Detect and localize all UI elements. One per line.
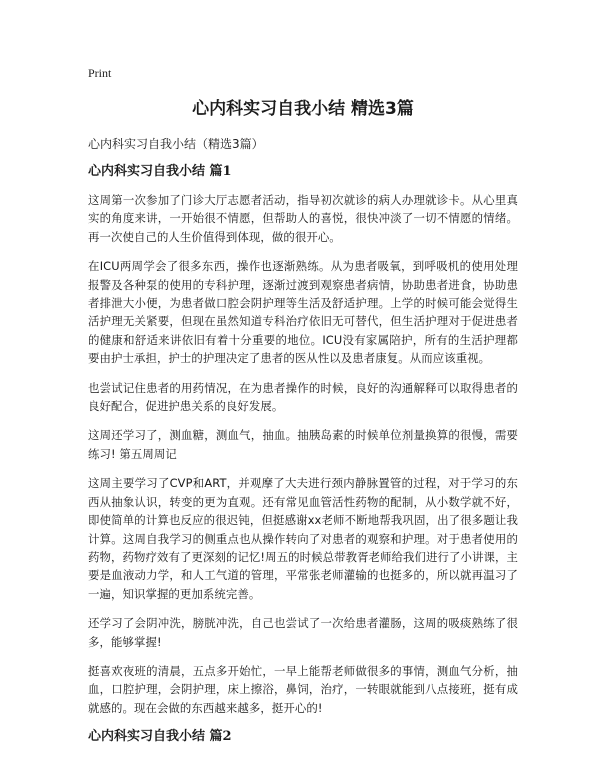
section-heading-2: 心内科实习自我小结 篇2 [88, 729, 232, 745]
paragraph: 挺喜欢夜班的清晨，五点多开始忙，一早上能帮老师做很多的事情，测血气分析，抽血，口腔护理，会阴护理，床上擦浴，鼻饲，治疗，一转眼就能到八点接班，挺有成就感的。现在会做的东西越来越多，挺开心的! [88, 663, 518, 715]
section-heading-1: 心内科实习自我小结 篇1 [88, 164, 232, 179]
document-subtitle: 心内科实习自我小结（精选3篇） [88, 137, 264, 151]
print-link[interactable]: Print [88, 66, 112, 80]
document-title: 心内科实习自我小结 精选3篇 [192, 99, 414, 119]
paragraph: 在ICU两周学会了很多东西，操作也逐渐熟练。从为患者吸氧，到呼吸机的使用处理报警及各种泵的使用的专科护理，逐渐过渡到观察患者病情，协助患者进食，协助患者排泄大小便，为患者做口腔会阴护理等生活及舒适护理。上学的时候可能会觉得生活护理无关紧要，但现在虽然知道专科治疗依旧无可替代，但生活护理对于促进患者的健康和舒适来讲依旧有着十分重要的地位。ICU没有家属陪护，所有的生活护理都要由护士承担，护士的护理决定了患者的医从性以及患者康复。从而应该重视。 [88, 259, 518, 366]
paragraph: 这周主要学习了CVP和ART，并观摩了大夫进行颈内静脉置管的过程，对于学习的东西从抽象认识，转变的更为直观。还有常见血管活性药物的配制，从小数学就不好，即使简单的计算也反应的很迟钝，但挺感谢xx老师不断地帮我巩固，出了很多题让我计算。这周自我学习的侧重点也从操作转向了对患者的观察和护理。对于患者使用的药物，药物疗效有了更深刻的记忆!周五的时候总带教胥老师给我们进行了小讲课，主要是血液动力学，和人工气道的管理，平常张老师灌输的也挺多的，所以就再温习了一遍，知识掌握的更加系统完善。 [88, 476, 518, 601]
document-page [88, 66, 518, 756]
paragraph: 还学习了会阴冲洗，膀胱冲洗，自己也尝试了一次给患者灌肠，这周的吸痰熟练了很多，能够掌握! [88, 616, 518, 649]
paragraph: 这周还学习了，测血糖，测血气，抽血。抽胰岛素的时候单位剂量换算的很慢，需要练习! 第五周周记 [88, 428, 518, 461]
paragraph: 也尝试记住患者的用药情况，在为患者操作的时候，良好的沟通解释可以取得患者的良好配合，促进护患关系的良好发展。 [88, 380, 518, 414]
paragraph: 这周第一次参加了门诊大厅志愿者活动，指导初次就诊的病人办理就诊卡。从心里真实的角度来讲，一开始很不情愿，但帮助人的喜悦，很快冲淡了一切不情愿的情绪。再一次使自己的人生价值得到体现，做的很开心。 [88, 193, 518, 244]
